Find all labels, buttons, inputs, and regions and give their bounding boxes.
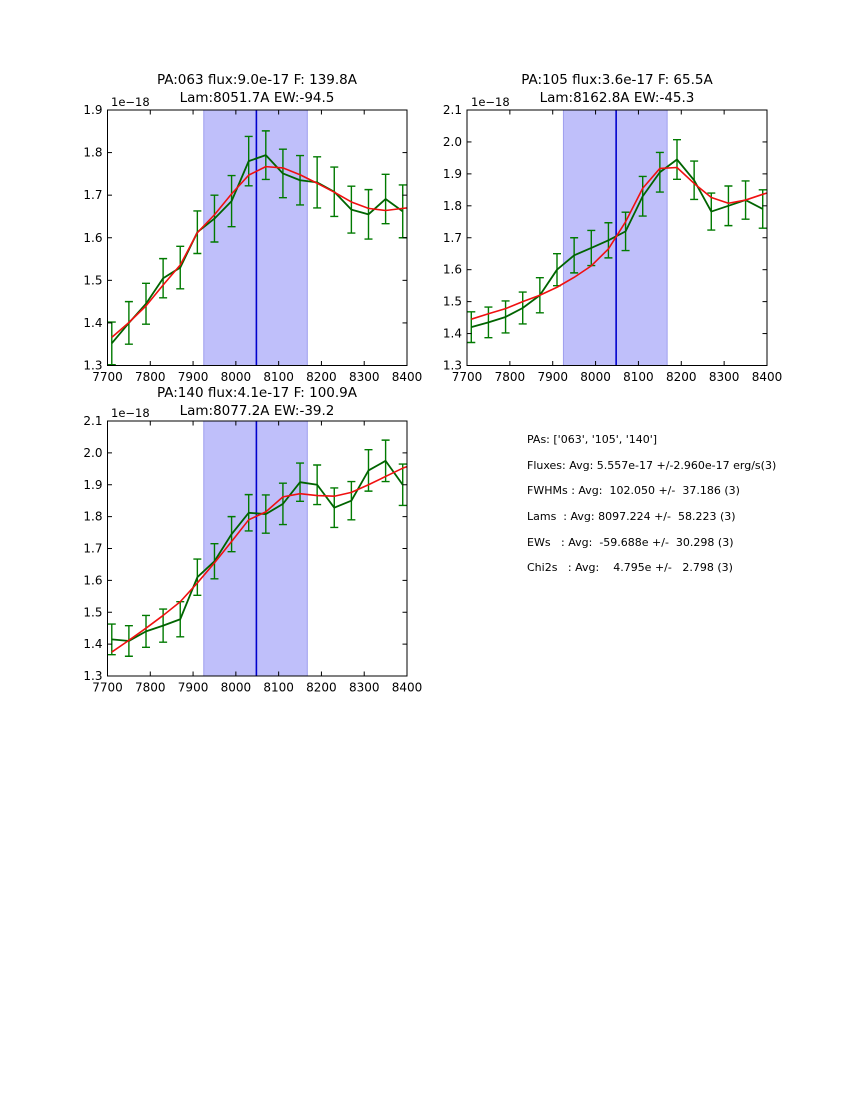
plot1-title-line1: PA:063 flux:9.0e-17 F: 139.8A: [156, 72, 358, 88]
x-tick-label: 8400: [391, 370, 423, 384]
plot3-title: [107, 384, 407, 420]
x-tick-label: 8400: [751, 370, 783, 384]
plot3-title-line1: PA:140 flux:4.1e-17 F: 100.9A: [156, 385, 358, 401]
x-tick-label: 7900: [177, 370, 209, 384]
x-tick-label: 7900: [177, 680, 209, 695]
subplot-1: [83, 103, 422, 384]
plot3-title-line2: Lam:8077.2A EW:-39.2: [179, 403, 335, 419]
y-tick-label: 1.9: [83, 103, 103, 117]
x-tick-label: 8300: [348, 370, 380, 384]
y-tick-label: 1.9: [83, 477, 103, 492]
plot1-title: [107, 71, 407, 107]
y-tick-label: 2.1: [83, 414, 103, 428]
y-tick-label: 1.4: [83, 637, 103, 652]
highlight-band: [204, 421, 308, 676]
highlight-band: [204, 110, 308, 366]
y-tick-label: 1.3: [442, 358, 462, 373]
x-tick-label: 8100: [263, 370, 294, 384]
x-tick-label: 7700: [92, 370, 123, 384]
stats-line-ews: EWs : Avg: -59.688e +/- 30.298 (3): [527, 535, 734, 549]
stats-line-fwhms: FWHMs : Avg: 102.050 +/- 37.186 (3): [527, 484, 740, 498]
y-tick-label: 2.1: [442, 103, 462, 117]
y-tick-label: 1.4: [83, 315, 103, 330]
plot3-y-offset-label: 1e−18: [111, 406, 150, 420]
y-tick-label: 2.0: [83, 445, 103, 460]
stats-line-chi2s: Chi2s : Avg: 4.795e +/- 2.798 (3): [527, 561, 733, 575]
x-tick-label: 8200: [306, 370, 337, 384]
y-tick-label: 1.3: [83, 358, 103, 373]
x-tick-label: 8300: [348, 680, 380, 695]
plot1-y-offset-label: 1e−18: [111, 95, 150, 109]
x-tick-label: 8000: [220, 680, 252, 695]
y-tick-label: 1.7: [83, 188, 103, 203]
y-tick-label: 1.3: [83, 669, 103, 683]
x-tick-label: 8400: [391, 680, 423, 695]
y-tick-label: 1.5: [83, 273, 103, 288]
subplot-2: [443, 103, 782, 384]
x-tick-label: 8300: [708, 370, 740, 384]
y-tick-label: 1.5: [442, 294, 462, 309]
y-tick-label: 1.7: [83, 541, 103, 556]
plot1-title-line2: Lam:8051.7A EW:-94.5: [179, 90, 335, 106]
x-tick-label: 8000: [220, 370, 252, 384]
stats-panel: [527, 427, 776, 581]
x-tick-label: 8100: [263, 680, 294, 695]
stats-line-fluxes: Fluxes: Avg: 5.557e-17 +/-2.960e-17 erg/s(3): [527, 458, 777, 472]
x-tick-label: 7800: [135, 680, 166, 695]
y-tick-label: 1.4: [442, 326, 462, 341]
subplot-3: [83, 414, 422, 695]
y-tick-label: 1.8: [83, 145, 103, 160]
y-tick-label: 1.6: [442, 262, 462, 277]
y-tick-label: 2.0: [442, 134, 462, 149]
y-tick-label: 1.6: [83, 230, 103, 245]
y-tick-label: 1.7: [442, 230, 462, 245]
x-tick-label: 8000: [580, 370, 611, 384]
stats-line-pas: PAs: ['063', '105', '140']: [527, 433, 658, 446]
plot2-y-offset-label: 1e−18: [471, 95, 510, 109]
x-tick-label: 7700: [92, 680, 123, 695]
x-tick-label: 7800: [494, 370, 526, 384]
stats-line-lams: Lams : Avg: 8097.224 +/- 58.223 (3): [527, 510, 736, 524]
y-tick-label: 1.8: [442, 198, 462, 213]
y-tick-label: 1.8: [83, 509, 103, 524]
y-tick-label: 1.9: [442, 166, 462, 181]
x-tick-label: 7800: [135, 370, 166, 384]
y-tick-label: 1.6: [83, 573, 103, 588]
plot2-title-line2: Lam:8162.8A EW:-45.3: [539, 90, 695, 106]
x-tick-label: 8100: [623, 370, 654, 384]
plot2-title-line1: PA:105 flux:3.6e-17 F: 65.5A: [521, 72, 713, 88]
x-tick-label: 7700: [451, 370, 483, 384]
plot2-title: [467, 71, 767, 107]
x-tick-label: 8200: [666, 370, 697, 384]
y-tick-label: 1.5: [83, 605, 103, 620]
x-tick-label: 7900: [537, 370, 568, 384]
x-tick-label: 8200: [306, 680, 337, 695]
